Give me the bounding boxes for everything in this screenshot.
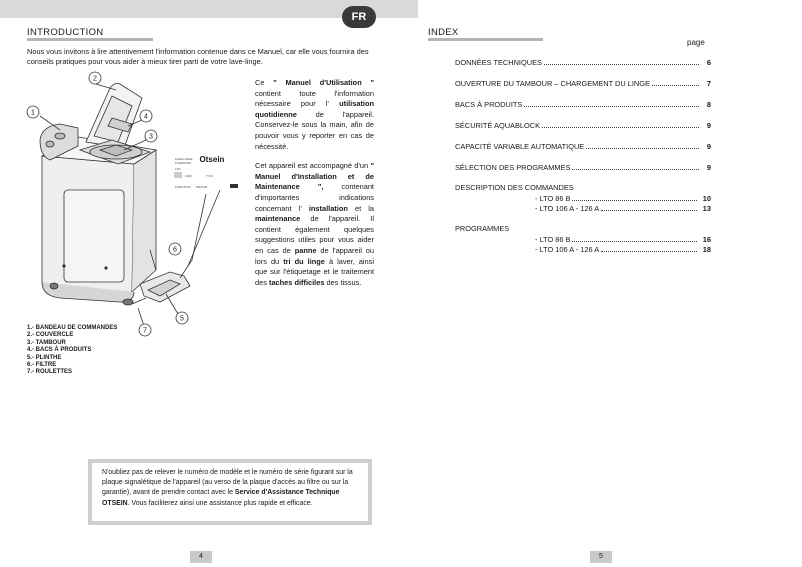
index-entry-label: - LTO 86 B	[535, 194, 571, 203]
parts-legend-item: 1.- BANDEAU DE COMMANDES	[27, 325, 118, 331]
index-entry-page: 7	[706, 79, 711, 88]
parts-legend	[27, 325, 117, 377]
index-dot-leader	[572, 241, 697, 242]
index-dot-leader	[601, 251, 697, 252]
washing-machine-illustration	[20, 70, 240, 340]
index-entry-label: - LTO 106 A - 126 A	[535, 245, 600, 254]
index-entry[interactable]	[535, 204, 711, 213]
index-entry-label: - LTO 106 A - 126 A	[535, 204, 600, 213]
index-entry[interactable]	[535, 235, 711, 244]
index-entry-page: 18	[702, 245, 711, 254]
index-entry[interactable]	[455, 100, 711, 109]
index-entry[interactable]	[455, 79, 711, 88]
index-entry-page: 9	[706, 121, 711, 130]
index-entry-label: SÉCURITÉ AQUABLOCK	[455, 121, 541, 130]
index-dot-leader	[572, 200, 697, 201]
index-entry-page: 9	[706, 142, 711, 151]
parts-legend-item: 2.- COUVERCLE	[27, 332, 74, 339]
index-heading: DESCRIPTION DES COMMANDES	[455, 183, 574, 192]
index-entry-page: 6	[706, 58, 711, 67]
notice-text: N'oubliez pas de relever le numéro de modèle et le numéro de série figurant sur la plaque signalétique de l'appareil (au verso de la plaque d'accès au filtre ou sur la garantie), avant de prendre contact avec le Service d'Assistance Technique OTSEIN. Vous faciliterez ainsi une assistance plus rapide et efficace.	[102, 469, 353, 507]
callout-4-label: 4	[144, 113, 148, 121]
index-entry-label: - LTO 86 B	[535, 235, 571, 244]
page-number-right: 5	[590, 551, 612, 563]
parts-legend-item: 6.- FILTRE	[27, 362, 57, 369]
index-dot-leader	[524, 106, 699, 107]
index-entry-page: 9	[706, 163, 711, 172]
callout-3-label: 3	[149, 133, 153, 141]
index-title: INDEX	[428, 27, 459, 38]
page-column-label: page	[687, 38, 705, 47]
intro-title: INTRODUCTION	[27, 27, 104, 38]
index-title-underline	[428, 38, 543, 41]
index-dot-leader	[544, 64, 699, 65]
index-dot-leader	[652, 85, 699, 86]
index-entry[interactable]	[455, 121, 711, 130]
svg-text:LAVADORA: LAVADORA	[175, 161, 191, 165]
manual-description	[255, 78, 374, 297]
index-entry[interactable]	[535, 194, 711, 203]
language-badge: FR	[342, 6, 376, 28]
svg-text:PROGR.: PROGR.	[196, 185, 208, 189]
svg-text:LAVE-LINGE: LAVE-LINGE	[175, 157, 193, 161]
desc-paragraph-2: Cet appareil est accompagné d'un " Manuel d'Installation et de Maintenance ", contenant d'importantes indications concernant l' installation et la maintenance de l'appareil. Il contient également quelques suggestions utiles pour vous aider en cas de panne de l'appareil ou lors du tri du linge à laver, ainsi que sur l'étiquetage et le traitement des taches difficiles des tissus.	[255, 161, 375, 287]
index-entry-label: BACS À PRODUITS	[455, 100, 523, 109]
notice-box	[88, 459, 372, 525]
index-dot-leader	[601, 210, 697, 211]
callout-1-label: 1	[31, 109, 35, 117]
svg-text:LTO: LTO	[175, 167, 181, 171]
parts-legend-item: 3.- TAMBOUR	[27, 339, 66, 346]
index-entry-page: 13	[702, 204, 711, 213]
desc-paragraph-1: Ce " Manuel d'Utilisation " contient toute l'information nécessaire pour l' utilisation quotidienne de l'appareil. Conservez-le sous la main, afin de pouvoir vous y reporter en cas de nécessité.	[255, 78, 374, 151]
parts-legend-item: 5.- PLINTHE	[27, 354, 62, 361]
brand-logo: Otsein	[199, 155, 225, 164]
index-entry[interactable]	[455, 142, 711, 151]
parts-legend-item: 4.- BACS À PRODUITS	[27, 347, 92, 354]
callout-7-label: 7	[143, 327, 147, 335]
svg-text:1400: 1400	[185, 174, 192, 178]
intro-paragraph: Nous vous invitons à lire attentivement l'information contenue dans ce Manuel, car elle vous fournira des conseils pratiques pour vous aider à mieux tirer parti de votre lave-linge.	[27, 47, 369, 66]
index-dot-leader	[572, 169, 699, 170]
index-entry[interactable]	[455, 163, 711, 172]
index-entry-label: CAPACITÉ VARIABLE AUTOMATIQUE	[455, 142, 585, 151]
index-dot-leader	[542, 127, 699, 128]
callout-5-label: 5	[180, 315, 184, 323]
index-entry-label: SÉLECTION DES PROGRAMMES	[455, 163, 571, 172]
index-entry-page: 16	[702, 235, 711, 244]
index-entry[interactable]	[455, 58, 711, 67]
svg-text:T 6/3: T 6/3	[206, 174, 213, 178]
callout-2-label: 2	[93, 75, 97, 83]
index-heading: PROGRAMMES	[455, 224, 510, 233]
parts-legend-item: 7.- ROULETTES	[27, 369, 73, 376]
svg-text:FONCTION: FONCTION	[175, 185, 191, 189]
callout-6-label: 6	[173, 246, 177, 254]
index-entry-page: 10	[702, 194, 711, 203]
index-entry-page: 8	[706, 100, 711, 109]
index-dot-leader	[586, 148, 699, 149]
intro-title-underline	[27, 38, 153, 41]
index-entry-label: OUVERTURE DU TAMBOUR – CHARGEMENT DU LINGE	[455, 79, 650, 88]
index-entry-label: DONNÉES TECHNIQUES	[455, 58, 542, 67]
page-number-left: 4	[190, 551, 212, 563]
index-entry[interactable]	[535, 245, 711, 254]
